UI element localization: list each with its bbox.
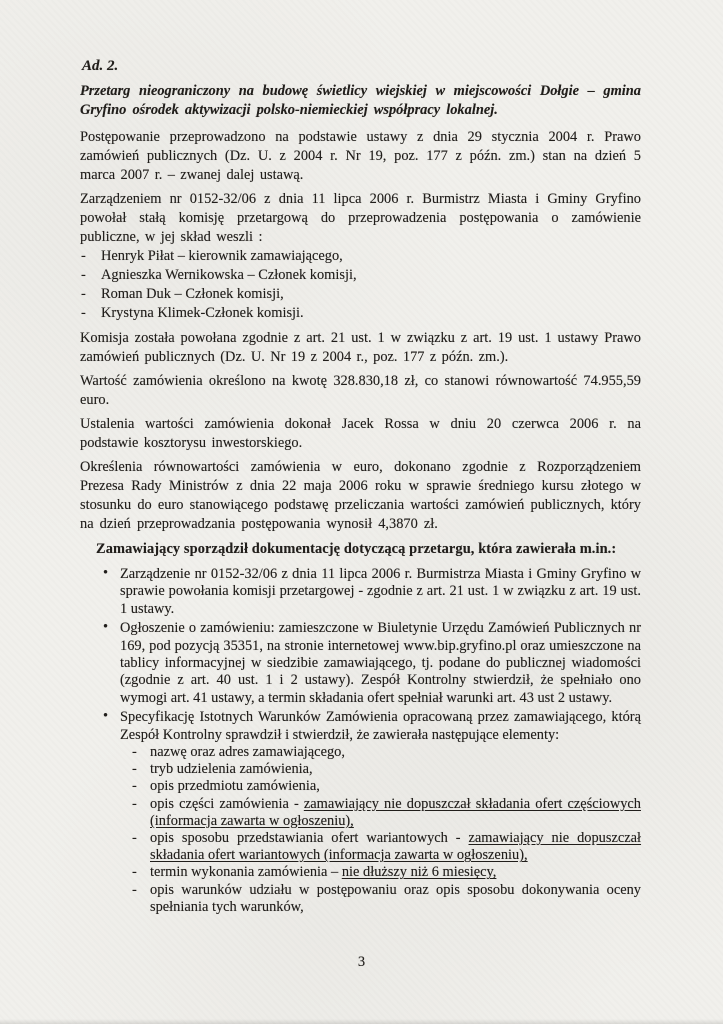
member-name: Krystyna Klimek-Członek komisji. bbox=[101, 305, 304, 321]
list-item bbox=[80, 304, 641, 323]
list-item bbox=[80, 247, 641, 266]
list-item bbox=[120, 830, 641, 864]
paragraph-legal-basis: Postępowanie przeprowadzono na podstawie ustawy z dnia 29 stycznia 2004 r. Prawo zamówień publicznych (Dz. U. z 2004 r. Nr 19, poz. 177 z późn. zm.) stan na dzień 5 marca 2007 r. – zwanej dalej ustawą. bbox=[80, 129, 641, 183]
siwz-elements-list bbox=[120, 744, 641, 916]
element-underlined-text: nie dłuższy niż 6 miesięcy, bbox=[341, 864, 497, 881]
dash-marker: - bbox=[132, 778, 137, 795]
paragraph-commission-legal: Komisja została powołana zgodnie z art. 21 ust. 1 w związku z art. 19 ust. 1 ustawy Prawo zamówień publicznych (Dz. U. Nr 19 z 2004 r., poz. 177 z późn. zm.). bbox=[80, 330, 641, 365]
list-item bbox=[80, 266, 641, 285]
bullet-text: Ogłoszenie o zamówieniu: zamieszczone w Biuletynie Urzędu Zamówień Publicznych nr 169, pod pozycją 35351, na stronie internetowej www.bip.gryfino.pl oraz umieszczone na tablicy informacyjnej w siedzibie zamawiającego, tj. podane do publicznej wiadomości (zgodnie z art. 40 ust. 1 i 2 ustawy). Zespół Kontrolny stwierdził, że spełniało ono wymogi art. 41 ustawy, a termin składania ofert spełniał warunki art. 43 ust 2 ustawy. bbox=[120, 620, 641, 706]
bullet-text: Zarządzenie nr 0152-32/06 z dnia 11 lipca 2006 r. Burmistrza Miasta i Gminy Gryfino w sprawie powołania komisji przetargowej - zgodnie z art. 21 ust. 1 w związku z art. 19 ust. 1 ustawy. bbox=[120, 566, 641, 617]
element-text: termin wykonania zamówienia – bbox=[150, 864, 342, 881]
list-item bbox=[80, 620, 641, 707]
dash-marker: - bbox=[132, 864, 137, 881]
element-text: nazwę oraz adres zamawiającego, bbox=[150, 744, 345, 761]
dash-marker: - bbox=[81, 305, 86, 321]
dash-marker: - bbox=[81, 267, 86, 283]
paragraph-euro-rate: Określenia równowartości zamówienia w euro, dokonano zgodnie z Rozporządzeniem Prezesa Rady Ministrów z dnia 22 maja 2006 roku w sprawie średniego kursu złotego w stosunku do euro stanowiącego podstawę przeliczania wartości zamówień publicznych, który na dzień przeprowadzania postępowania wynosił 4,3870 zł. bbox=[80, 459, 641, 532]
dash-marker: - bbox=[132, 795, 137, 812]
dash-marker: - bbox=[81, 248, 86, 264]
list-item bbox=[120, 796, 641, 830]
dash-marker: - bbox=[132, 744, 137, 761]
section-label: Ad. 2. bbox=[82, 58, 119, 74]
member-name: Henryk Piłat – kierownik zamawiającego, bbox=[101, 248, 343, 264]
dash-marker: - bbox=[132, 830, 137, 847]
documentation-list bbox=[80, 566, 641, 916]
list-item bbox=[80, 285, 641, 304]
element-text: opis sposobu przedstawiania ofert wariantowych - bbox=[150, 830, 469, 847]
subject-heading: Przetarg nieograniczony na budowę świetlicy wiejskiej w miejscowości Dołgie – gmina Gryfino ośrodek aktywizacji polsko-niemieckiej współpracy lokalnej. bbox=[80, 83, 641, 118]
paragraph-commission-appointment: Zarządzeniem nr 0152-32/06 z dnia 11 lipca 2006 r. Burmistrz Miasta i Gminy Gryfino powołał stałą komisję przetargową do przeprowadzenia postępowania o zamówienie publiczne, w jej skład weszli : bbox=[80, 191, 641, 245]
element-text: tryb udzielenia zamówienia, bbox=[150, 761, 313, 778]
bullet-marker: • bbox=[103, 565, 109, 581]
element-underlined-text: zamawiający nie dopuszczał składania ofert wariantowych (informacja zawarta w ogłoszeniu), bbox=[150, 830, 642, 864]
bullet-marker: • bbox=[103, 708, 109, 725]
dash-marker: - bbox=[132, 761, 137, 778]
documentation-heading: Zamawiający sporządził dokumentację dotyczącą przetargu, która zawierała m.in.: bbox=[96, 541, 617, 557]
paragraph-order-value: Wartość zamówienia określono na kwotę 328.830,18 zł, co stanowi równowartość 74.955,59 euro. bbox=[80, 373, 641, 408]
list-item bbox=[80, 566, 641, 618]
member-name: Agnieszka Wernikowska – Członek komisji, bbox=[101, 267, 357, 283]
list-item bbox=[120, 882, 641, 916]
list-item bbox=[120, 778, 641, 795]
bullet-marker: • bbox=[103, 619, 109, 636]
list-item bbox=[120, 761, 641, 778]
element-text: opis części zamówienia - bbox=[150, 795, 304, 812]
element-text: opis przedmiotu zamówienia, bbox=[150, 778, 320, 795]
element-underlined-text: zamawiający nie dopuszczał składania ofert częściowych (informacja zawarta w ogłoszeniu), bbox=[150, 795, 641, 829]
dash-marker: - bbox=[81, 286, 86, 302]
list-item bbox=[80, 709, 641, 916]
commission-members-list bbox=[80, 247, 641, 323]
page-number: 3 bbox=[357, 954, 366, 970]
member-name: Roman Duk – Członek komisji, bbox=[101, 286, 284, 302]
paragraph-estimator: Ustalenia wartości zamówienia dokonał Jacek Rossa w dniu 20 czerwca 2006 r. na podstawie kosztorysu inwestorskiego. bbox=[80, 416, 641, 451]
bullet-text: Specyfikację Istotnych Warunków Zamówienia opracowaną przez zamawiającego, którą Zespół Kontrolny sprawdził i stwierdził, że zawierała następujące elementy: bbox=[120, 709, 641, 743]
list-item bbox=[120, 864, 641, 881]
element-text: opis warunków udziału w postępowaniu oraz opis sposobu dokonywania oceny spełniania tych warunków, bbox=[150, 881, 641, 915]
dash-marker: - bbox=[132, 881, 137, 898]
list-item bbox=[120, 744, 641, 761]
